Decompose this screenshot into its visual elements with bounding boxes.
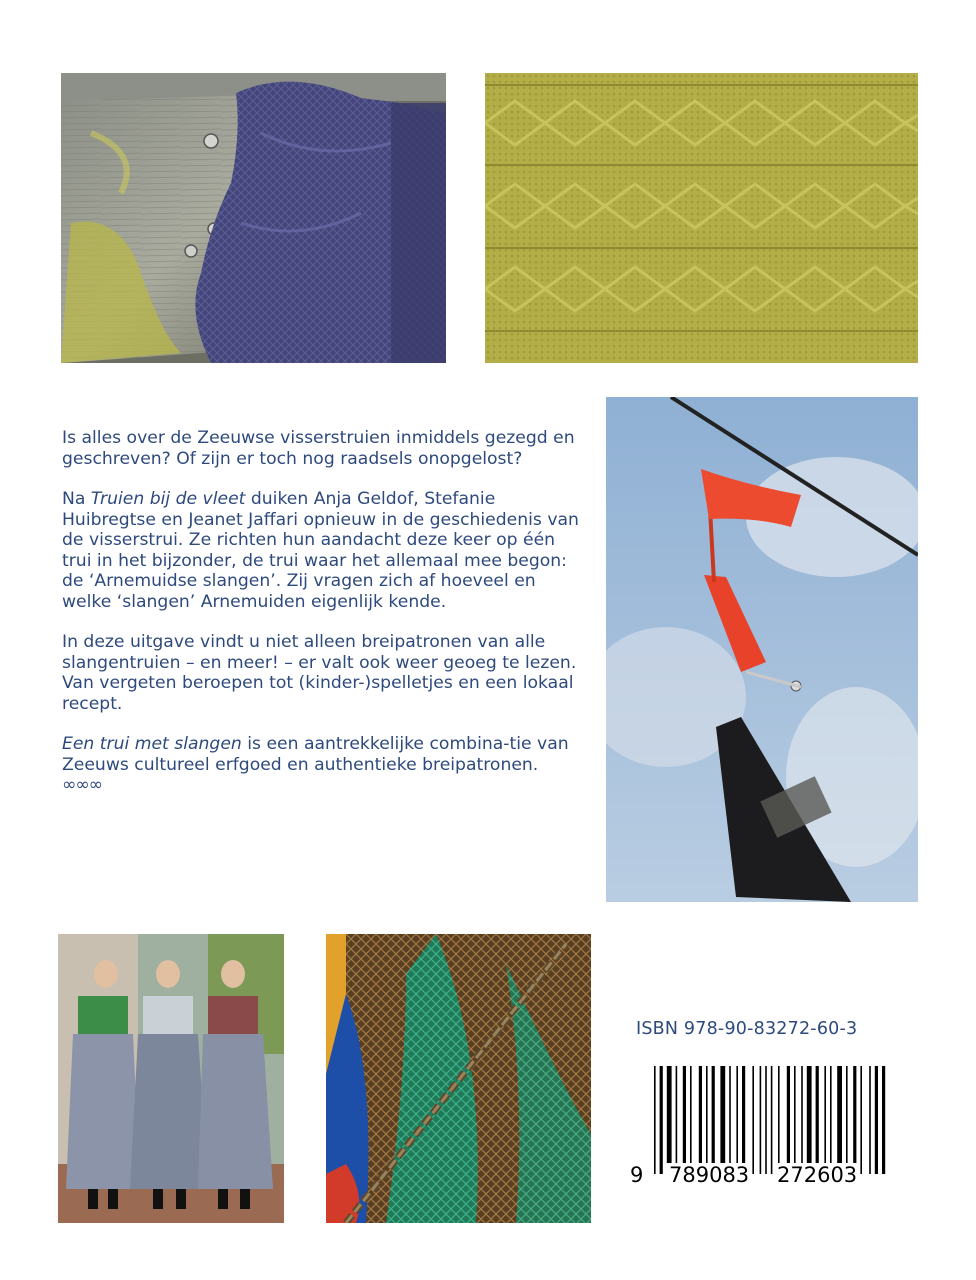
barcode-bar — [690, 1066, 692, 1174]
barcode-digits-right: 272603 — [774, 1163, 860, 1187]
barcode-digits — [626, 1159, 886, 1189]
barcode-bar — [846, 1066, 848, 1174]
photo-fishing-nets — [326, 934, 591, 1223]
barcode-bar — [654, 1066, 656, 1174]
barcode-bar — [860, 1066, 862, 1174]
barcode-bar — [853, 1066, 856, 1174]
barcode-bar — [667, 1066, 672, 1174]
barcode-bar — [676, 1066, 678, 1174]
barcode-bar — [699, 1066, 702, 1174]
blurb-paragraph-3: In deze uitgave vindt u niet alleen breipatronen van alle slangentruien – en meer! – er valt ook weer geoeg te lezen. Van vergeten beroepen tot (kinder-)spelletjes en een lokaal recept. — [62, 632, 577, 714]
blurb-paragraph-2 — [62, 489, 582, 612]
isbn-barcode — [626, 1066, 886, 1190]
barcode-bar — [712, 1066, 715, 1174]
barcode-bar — [771, 1066, 773, 1174]
barcode-bar — [869, 1066, 871, 1174]
barcode-bar — [683, 1066, 686, 1174]
photo-red-flag-pole — [606, 397, 918, 902]
blurb-p2-lead: Na — [62, 489, 91, 509]
book-title-slangen: Een trui met slangen — [62, 734, 242, 754]
barcode-bar — [760, 1066, 762, 1174]
barcode-bar — [830, 1066, 832, 1174]
barcode-bar — [824, 1066, 826, 1174]
blurb-paragraph-4 — [62, 734, 582, 775]
back-cover-blurb — [62, 428, 582, 796]
barcode-bar — [742, 1066, 745, 1174]
barcode-bar — [875, 1066, 878, 1174]
barcode-bar — [720, 1066, 725, 1174]
barcode-bar — [729, 1066, 731, 1174]
barcode-digits-left: 789083 — [666, 1163, 752, 1187]
barcode-bar — [787, 1066, 790, 1174]
barcode-bar — [807, 1066, 812, 1174]
blurb-paragraph-1: Is alles over de Zeeuwse visserstruien inmiddels gezegd en geschreven? Of zijn er toch nog raadsels onopgelost? — [62, 428, 575, 469]
book-title-truien: Truien bij de vleet — [90, 489, 246, 509]
blurb-p4-rest: is een aantrekkelijke combina-tie van Zeeuws cultureel erfgoed en authentieke breipatronen. — [62, 734, 569, 775]
barcode-bar — [882, 1066, 885, 1174]
barcode-bar — [778, 1066, 780, 1174]
isbn-label: ISBN 978-90-83272-60-3 — [636, 1019, 858, 1039]
barcode-bar — [736, 1066, 738, 1174]
photo-wood-sweater — [61, 73, 446, 363]
barcode-bar — [816, 1066, 819, 1174]
photo-traditional-costume-women — [58, 934, 284, 1223]
barcode-bar — [837, 1066, 842, 1174]
barcode-bar — [752, 1066, 754, 1174]
barcode-bar — [794, 1066, 796, 1174]
barcode-bar — [660, 1066, 663, 1174]
photo-knit-texture — [485, 73, 918, 363]
blurb-p2-rest: duiken Anja Geldof, Stefanie Huibregtse en Jeanet Jaffari opnieuw in de geschiedenis van de visserstrui. Ze richten hun aandacht deze keer op één trui in het bijzonder, de trui waar het allemaal mee begon: de ‘Arnemuidse slangen’. Zij vragen zich af hoeveel en welke ‘slangen’ Arnemuiden eigenlijk kende. — [62, 489, 579, 612]
barcode-bar — [801, 1066, 803, 1174]
barcode-bar — [765, 1066, 767, 1174]
barcode-bar — [706, 1066, 708, 1174]
infinity-ornament: ∞∞∞ — [62, 775, 102, 795]
barcode-digit-first: 9 — [630, 1163, 644, 1187]
